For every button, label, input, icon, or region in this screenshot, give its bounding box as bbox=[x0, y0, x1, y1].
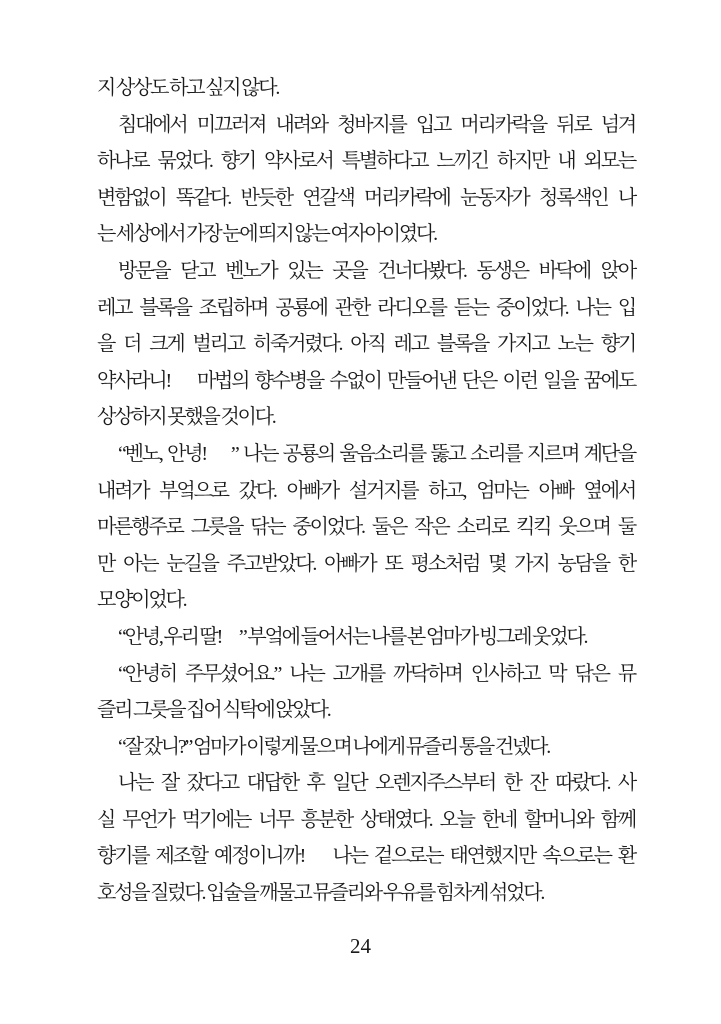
text-line: 레고 블록을 조립하며 공룡에 관한 라디오를 듣는 중이었다. 나는 입 bbox=[97, 296, 635, 319]
text-line: 상상하지 못했을 것이다. bbox=[97, 406, 275, 429]
text-line: 향기를 제조할 예정이니까! 나는 겉으로는 태연했지만 속으로는 환 bbox=[97, 845, 635, 868]
text-line: 을 더 크게 벌리고 히죽거렸다. 아직 레고 블록을 가지고 노는 향기 bbox=[97, 333, 635, 356]
text-line: 변함없이 똑같다. 반듯한 연갈색 머리카락에 눈동자가 청록색인 나 bbox=[97, 186, 635, 209]
text-line: 지 상상도 하고 싶지 않다. bbox=[97, 77, 279, 99]
text-line: 약사라니! 마법의 향수병을 수없이 만들어낸 단은 이런 일을 꿈에도 bbox=[97, 369, 635, 392]
text-line: 실 무언가 먹기에는 너무 흥분한 상태였다. 오늘 한네 할머니와 함께 bbox=[97, 808, 635, 831]
text-line: 내려가 부엌으로 갔다. 아빠가 설거지를 하고, 엄마는 아빠 옆에서 bbox=[97, 479, 635, 502]
text-line: 는 세상에서 가장 눈에 띄지 않는 여자아이였다. bbox=[97, 223, 436, 246]
text-line: 하나로 묶었다. 향기 약사로서 특별하다고 느끼긴 하지만 내 외모는 bbox=[97, 150, 635, 173]
text-line: 나는 잘 잤다고 대답한 후 일단 오렌지주스부터 한 잔 따랐다. 사 bbox=[118, 772, 635, 795]
text-line: “잘 잤니?” 엄마가 이렇게 물으며 나에게 뮤즐리 통을 건넸다. bbox=[118, 735, 549, 758]
page-text bbox=[97, 70, 635, 912]
text-line: “안녕, 우리 딸! ” 부엌에 들어서는 나를 본 엄마가 빙그레 웃었다. bbox=[118, 625, 587, 648]
text-line: 침대에서 미끄러져 내려와 청바지를 입고 머리카락을 뒤로 넘겨 bbox=[118, 113, 635, 136]
text-line: 마른행주로 그릇을 닦는 중이었다. 둘은 작은 소리로 킥킥 웃으며 둘 bbox=[97, 516, 635, 539]
text-line: “벤노, 안녕! ” 나는 공룡의 울음소리를 뚫고 소리를 지르며 계단을 bbox=[118, 442, 635, 465]
page-number: 24 bbox=[350, 934, 371, 958]
text-line: 방문을 닫고 벤노가 있는 곳을 건너다봤다. 동생은 바닥에 앉아 bbox=[118, 259, 635, 282]
text-line: 모양이었다. bbox=[97, 589, 186, 612]
text-line: “안녕히 주무셨어요.” 나는 고개를 까닥하며 인사하고 막 닦은 뮤 bbox=[118, 662, 635, 685]
text-line: 호성을 질렀다. 입술을 깨물고 뮤즐리와 우유를 힘차게 섞었다. bbox=[97, 882, 544, 905]
text-line: 즐리 그릇을 집어 식탁에 앉았다. bbox=[97, 699, 330, 722]
text-line: 만 아는 눈길을 주고받았다. 아빠가 또 평소처럼 몇 가지 농담을 한 bbox=[97, 552, 635, 575]
